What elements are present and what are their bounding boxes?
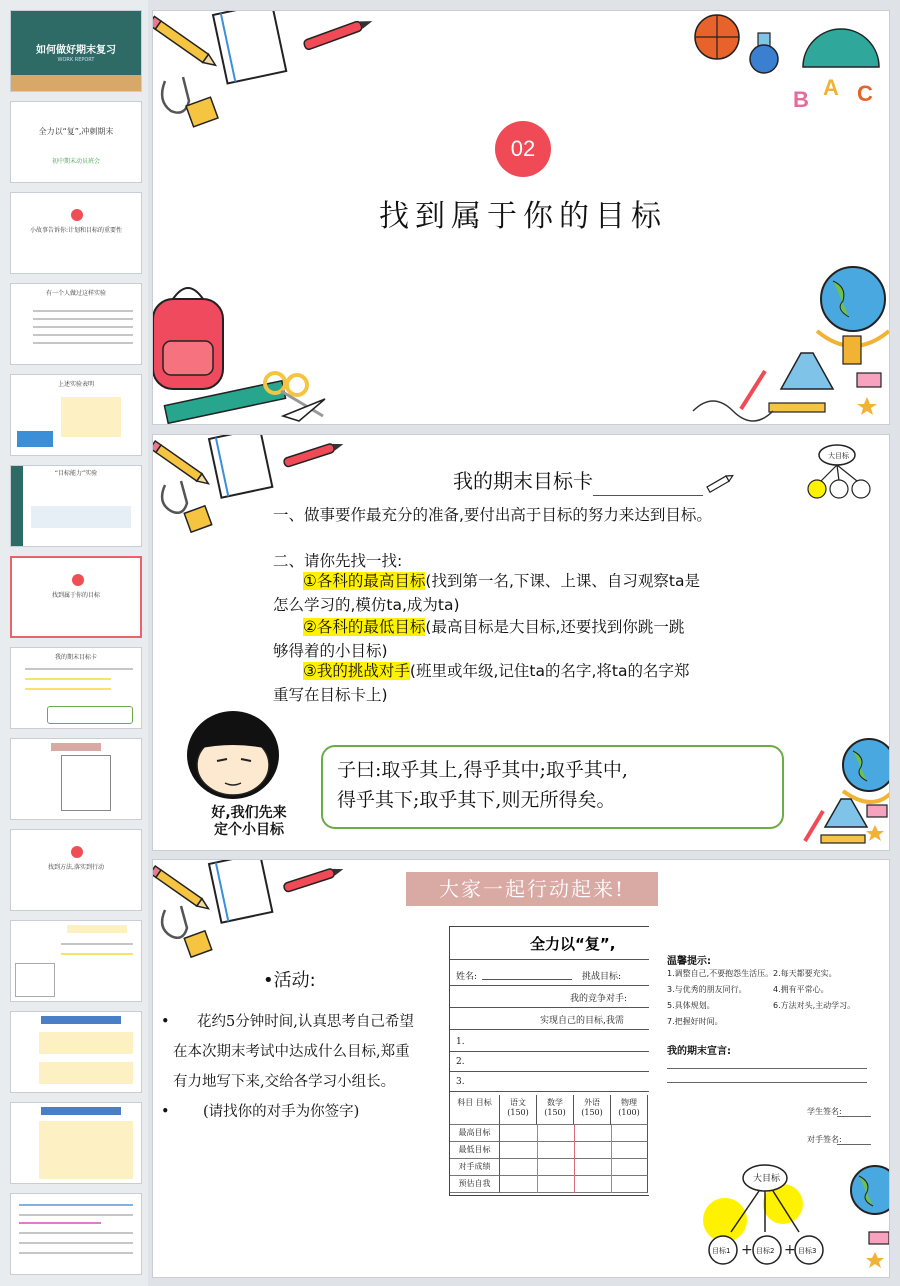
tip-item: 4.拥有平常心。 <box>773 985 829 994</box>
goal-diagram-item: 目标2 <box>756 1247 775 1255</box>
thumbnail-banner <box>41 1016 121 1024</box>
student-signature-line[interactable] <box>837 1116 871 1117</box>
notebook-icon <box>209 435 272 498</box>
slide-thumbnail-10[interactable] <box>10 829 142 911</box>
goal-diagram-label: 大目标 <box>753 1174 781 1184</box>
slide-thumbnail-2[interactable] <box>10 101 142 183</box>
thumbnail-text-line <box>19 1242 133 1244</box>
pencil-icon <box>153 441 211 487</box>
thumbnail-text-line <box>33 326 133 328</box>
card-divider <box>450 1071 649 1072</box>
thumbnail-number-circle <box>71 209 83 221</box>
thumbnail-text-line <box>19 1204 133 1206</box>
item-lowest-goal-continued: 够得着的小目标) <box>273 642 388 660</box>
letter-a-icon: A <box>823 75 839 100</box>
thumbnail-banner <box>51 743 101 751</box>
slide-thumbnail-7[interactable] <box>10 556 142 638</box>
beaker-icon <box>781 353 833 389</box>
item-challenge-rival-detail: (班里或年级,记住ta的名字,将ta的名字郑 <box>409 662 690 680</box>
thumbnail-table <box>31 506 131 528</box>
item-challenge-rival <box>303 659 689 683</box>
eraser-icon <box>857 373 881 387</box>
thumbnail-side-bar <box>11 466 23 547</box>
meme-caption-line-2: 定个小目标 <box>214 822 284 838</box>
thumbnail-decoration <box>11 75 141 91</box>
thumbnail-highlight-block <box>61 397 121 437</box>
slide-thumbnail-12[interactable] <box>10 1011 142 1093</box>
tip-item: 3.与优秀的朋友同行。 <box>667 985 747 994</box>
goal-diagram-item: 目标3 <box>798 1247 817 1255</box>
protractor-icon <box>803 29 879 67</box>
card-rival-label: 我的竞争对手: <box>570 994 628 1004</box>
card-realize-label: 实现自己的目标,我需 <box>540 1016 624 1026</box>
thumbnail-text-line <box>61 953 133 955</box>
beaker-icon <box>825 799 867 827</box>
table-column-line <box>611 1125 612 1193</box>
thumbnail-title: “目标能力”实验 <box>54 470 98 477</box>
backpack-icon <box>153 288 223 389</box>
rival-signature-note: (请找你的对手为你签字) <box>203 1104 360 1120</box>
thumbnail-text-line <box>61 943 133 945</box>
meme-caption-line-1: 好,我们先来 <box>211 805 287 821</box>
goal-diagram-label: 大目标 <box>828 452 849 460</box>
table-header-cell: 物理 (100) <box>611 1095 648 1125</box>
paperclip-icon <box>162 77 189 113</box>
globe-icon <box>851 1166 890 1214</box>
tip-item: 2.每天都要充实。 <box>773 969 837 978</box>
table-row-label: 预估自我 <box>450 1176 500 1193</box>
thumbnail-text-line <box>19 1214 133 1216</box>
thumbnail-row <box>39 1032 133 1054</box>
slide-thumbnail-8[interactable] <box>10 647 142 729</box>
sharpener-icon <box>184 931 212 957</box>
basketball-icon <box>695 15 739 59</box>
card-challenge-label: 挑战目标: <box>582 972 622 982</box>
pencil-icon <box>153 866 211 912</box>
flask-icon <box>750 33 778 73</box>
activity-instruction-line-3: 有力地写下来,交给各学习小组长。 <box>173 1074 396 1090</box>
thumbnail-number-circle <box>71 846 83 858</box>
thumbnail-subtitle: 找到属于你的目标 <box>51 592 100 599</box>
thumbnail-row <box>39 1062 133 1084</box>
quote-line-2: 得乎其下;取乎其下,则无所得矣。 <box>337 789 616 811</box>
letter-b-icon: B <box>793 87 809 112</box>
slide-thumbnail-4[interactable] <box>10 283 142 365</box>
paintbrush-icon <box>741 371 765 409</box>
card-divider <box>450 1091 649 1092</box>
table-header-cell: 科目 目标 <box>450 1095 500 1125</box>
item-highest-goal-continued: 怎么学习的,模仿ta,成为ta) <box>273 596 460 614</box>
activity-instruction-line-1: 花约5分钟时间,认真思考自己希望 <box>197 1014 414 1030</box>
slide-thumbnail-panel <box>0 0 148 1286</box>
globe-icon <box>843 739 890 802</box>
thumbnail-text-line <box>25 668 133 670</box>
thumbnail-text-line <box>19 1252 133 1254</box>
tip-item: 5.具体规划。 <box>667 1001 715 1010</box>
thumbnail-text-line <box>19 1232 133 1234</box>
eraser-icon <box>869 1232 889 1244</box>
meme-face-icon <box>187 711 279 799</box>
highlight-lowest-goal: ②各科的最低目标 <box>303 618 426 636</box>
highlight-challenge-rival: ③我的挑战对手 <box>303 662 410 680</box>
card-name-line[interactable] <box>482 979 572 980</box>
confucius-quote-box <box>321 745 784 829</box>
slide-goal-card[interactable] <box>152 434 890 851</box>
meme-caption <box>189 805 309 839</box>
thumbnail-text-line <box>33 342 133 344</box>
card-divider <box>450 1007 649 1008</box>
declaration-heading: 我的期末宣言: <box>667 1046 731 1057</box>
title-underline <box>593 495 703 496</box>
table-header-cell: 语文 (150) <box>500 1095 537 1125</box>
table-header-cell: 外语 (150) <box>574 1095 611 1125</box>
svg-text:+: + <box>784 1242 796 1258</box>
slide-take-action[interactable] <box>152 859 890 1278</box>
highlight-highest-goal: ①各科的最高目标 <box>303 572 426 590</box>
quote-line-1: 子曰:取乎其上,得乎其中;取乎其中, <box>337 759 628 781</box>
thumbnail-subtitle: 初中期末动员班会 <box>51 158 100 165</box>
card-divider <box>450 959 649 960</box>
slide-thumbnail-5[interactable] <box>10 374 142 456</box>
bullet-dot: • <box>161 1014 170 1030</box>
card-title: 全力以“复”, <box>530 935 616 953</box>
goal-card-form <box>449 926 649 1196</box>
paper-plane-icon <box>283 399 325 421</box>
card-line-1: 1. <box>456 1037 465 1047</box>
table-column-line <box>574 1125 575 1193</box>
pen-icon <box>303 16 374 50</box>
thumbnail-subtitle: 找到方法,落实到行动 <box>48 864 104 871</box>
thumbnail-card <box>61 755 111 811</box>
card-divider <box>450 1051 649 1052</box>
table-header-cell: 数学 (150) <box>537 1095 574 1125</box>
thumbnail-quote-box <box>47 706 133 724</box>
pen-icon <box>283 865 345 893</box>
declaration-line[interactable] <box>667 1068 867 1069</box>
card-divider <box>450 1029 649 1030</box>
star-icon <box>866 1252 884 1268</box>
letter-c-icon: C <box>857 81 873 106</box>
paperclip-icon <box>162 481 187 513</box>
eraser-icon <box>867 805 887 817</box>
paintbrush-icon <box>805 811 823 841</box>
squiggle-icon <box>693 401 773 421</box>
activity-instruction-line-2: 在本次期末考试中达成什么目标,郑重 <box>173 1044 410 1060</box>
thumbnail-text-line <box>33 310 133 312</box>
goal-score-table <box>450 1095 649 1193</box>
thumbnail-text-line <box>33 334 133 336</box>
activity-label: •活动: <box>263 970 316 991</box>
pencil-icon <box>707 473 734 492</box>
card-divider <box>450 985 649 986</box>
svg-text:+: + <box>741 1242 753 1258</box>
sharpener-icon <box>186 97 218 127</box>
action-banner: 大家一起行动起来! <box>406 872 658 906</box>
crayon-icon <box>769 403 825 412</box>
thumbnail-banner <box>67 925 127 933</box>
slide-thumbnail-1[interactable] <box>10 10 142 92</box>
slide-thumbnail-13[interactable] <box>10 1102 142 1184</box>
item-highest-goal-detail: (找到第一名,下课、上课、自习观察ta是 <box>425 572 700 590</box>
card-line-2: 2. <box>456 1057 465 1067</box>
thumbnail-subtitle: 小故事告诉你:计划和目标的重要性 <box>29 227 123 234</box>
slide-thumbnail-3[interactable] <box>10 192 142 274</box>
tip-item: 1.调整自己,不要抱怨生活压。 <box>667 969 774 978</box>
thumbnail-subtitle: WORK REPORT <box>57 57 95 63</box>
tip-item: 6.方法对头,主动学习。 <box>773 1001 856 1010</box>
scissors-icon <box>265 373 323 416</box>
thumbnail-text-line <box>33 318 133 320</box>
thumbnail-title: 我的期末目标卡 <box>54 654 97 661</box>
tips-heading: 温馨提示: <box>667 956 711 967</box>
thumbnail-text-line <box>25 678 111 680</box>
notebook-icon <box>213 11 286 83</box>
item-highest-goal <box>303 569 700 593</box>
star-icon <box>866 825 884 841</box>
goal-card-title: 我的期末目标卡 <box>453 469 593 493</box>
slide-thumbnail-14[interactable] <box>10 1193 142 1275</box>
section-title: 找到属于你的目标 <box>379 199 667 234</box>
pencil-icon <box>153 16 218 69</box>
thumbnail-banner <box>41 1107 121 1115</box>
thumbnail-row <box>39 1121 133 1179</box>
paragraph-two-heading: 二、请你先找一找: <box>273 552 403 570</box>
thumbnail-table <box>15 963 55 997</box>
table-row-label: 最高目标 <box>450 1125 500 1142</box>
paperclip-icon <box>162 906 187 938</box>
card-name-label: 姓名: <box>456 972 478 982</box>
item-lowest-goal-detail: (最高目标是大目标,还要找到你跳一跳 <box>425 618 685 636</box>
item-challenge-rival-continued: 重写在目标卡上) <box>273 686 388 704</box>
thumbnail-title: 有一个人做过这样实验 <box>45 290 106 297</box>
rival-signature-line[interactable] <box>837 1144 871 1145</box>
thumbnail-title: 全力以“复”,冲刺期末 <box>38 127 114 136</box>
sharpener-icon <box>184 506 212 532</box>
slide-thumbnail-11[interactable] <box>10 920 142 1002</box>
star-icon <box>857 397 877 415</box>
thumbnail-blue-block <box>17 431 53 447</box>
table-column-line <box>537 1125 538 1193</box>
pen-icon <box>283 440 345 468</box>
declaration-line[interactable] <box>667 1082 867 1083</box>
card-line-3: 3. <box>456 1077 465 1087</box>
globe-icon <box>817 267 889 364</box>
student-signature-label: 学生签名: <box>807 1107 842 1116</box>
bullet-dot: • <box>161 1104 170 1120</box>
thumbnail-title: 上述实验表明 <box>57 381 94 388</box>
table-row-label: 最低目标 <box>450 1142 500 1159</box>
notebook-icon <box>209 860 272 923</box>
thumbnail-text-line <box>25 688 111 690</box>
goal-diagram-item: 目标1 <box>712 1247 731 1255</box>
slide-thumbnail-6[interactable] <box>10 465 142 547</box>
slide-section-title[interactable] <box>152 10 890 425</box>
item-lowest-goal <box>303 615 684 639</box>
thumbnail-text-line <box>19 1222 101 1224</box>
paragraph-one: 一、做事要作最充分的准备,要付出高于目标的努力来达到目标。 <box>273 506 712 524</box>
table-row-label: 对手成绩 <box>450 1159 500 1176</box>
crayon-icon <box>821 835 865 843</box>
thumbnail-title: 如何做好期末复习 <box>36 45 116 56</box>
tip-item: 7.把握好时间。 <box>667 1017 723 1026</box>
thumbnail-number-circle <box>72 574 84 586</box>
slide-thumbnail-9[interactable] <box>10 738 142 820</box>
section-number-badge: 02 <box>495 121 551 177</box>
rival-signature-label: 对手签名: <box>807 1135 842 1144</box>
